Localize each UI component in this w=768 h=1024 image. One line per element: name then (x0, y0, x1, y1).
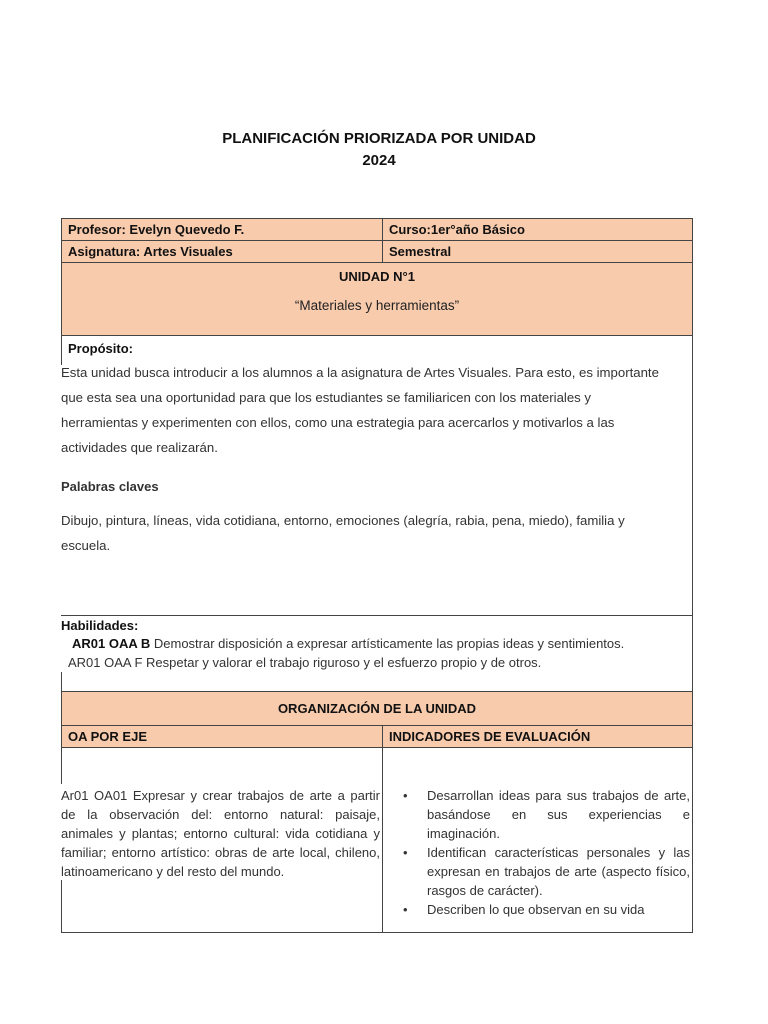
skill-item-1 (72, 636, 624, 651)
teacher-cell (61, 218, 383, 241)
indicators-column-label: INDICADORES DE EVALUACIÓN (389, 729, 591, 744)
bullet-icon: • (403, 902, 408, 917)
organization-header (61, 691, 693, 726)
keywords-line-2: escuela. (61, 538, 111, 553)
skill-code-1: AR01 OAA B (72, 636, 151, 651)
skills-section (61, 615, 693, 692)
purpose-line-3: herramientas y experimenten con ellos, como una estrategia para acercarlos y motivarlos a las (61, 415, 615, 430)
subject-label: Asignatura: Artes Visuales (68, 244, 233, 259)
oa-column-header (61, 725, 383, 748)
subject-cell (61, 240, 383, 263)
course-cell (382, 218, 693, 241)
indicator-item (383, 843, 690, 900)
period-cell (382, 240, 693, 263)
indicators-list (383, 786, 690, 929)
purpose-line-1: Esta unidad busca introducir a los alumnos a la asignatura de Artes Visuales. Para esto, es importante (61, 365, 659, 380)
skill-text-1: Demostrar disposición a expresar artísticamente las propias ideas y sentimientos. (150, 636, 625, 651)
indicator-text-3: Describen lo que observan en su vida (427, 902, 645, 917)
organization-title: ORGANIZACIÓN DE LA UNIDAD (277, 701, 477, 716)
skills-left-border (61, 672, 62, 692)
purpose-line-4: actividades que realizarán. (61, 440, 218, 455)
page-year: 2024 (362, 152, 396, 169)
unit-header (61, 262, 693, 336)
indicator-text-1: Desarrollan ideas para sus trabajos de arte, basándose en sus experiencias e imaginación. (427, 788, 690, 841)
oa-text: Ar01 OA01 Expresar y crear trabajos de arte a partir de la observación del: entorno natural: paisaje, animales y plantas; entorno cultural: vida cotidiana y familiar; entorno artístico: obras de arte local, chileno, latinoamericano y del resto del mundo. (61, 788, 380, 879)
skill-text-2: Respetar y valorar el trabajo riguroso y el esfuerzo propio y de otros. (142, 655, 542, 670)
bullet-icon: • (403, 788, 408, 803)
bullet-icon: • (403, 845, 408, 860)
course-label: Curso:1er°año Básico (389, 222, 525, 237)
indicators-column-header (382, 725, 693, 748)
skill-code-2: AR01 OAA F (68, 655, 143, 670)
teacher-label: Profesor: Evelyn Quevedo F. (68, 222, 245, 237)
keywords-line-1: Dibujo, pintura, líneas, vida cotidiana, entorno, emociones (alegría, rabia, pena, miedo), familia y (61, 513, 625, 528)
page-title: PLANIFICACIÓN PRIORIZADA POR UNIDAD (222, 130, 536, 147)
unit-name: “Materiales y herramientas” (294, 298, 460, 313)
skill-item-2 (68, 655, 541, 670)
purpose-line-2: que esta sea una oportunidad para que los estudiantes se familiaricen con los materiales y (61, 390, 592, 405)
oa-left-border-bottom (61, 880, 62, 933)
indicator-text-2: Identifican características personales y las expresan en trabajos de arte (aspecto físico, rasgos de carácter). (427, 845, 690, 898)
keywords-label: Palabras claves (61, 479, 159, 494)
purpose-label: Propósito: (68, 341, 133, 356)
oa-left-border-top (61, 747, 62, 784)
oa-column-label: OA POR EJE (68, 729, 147, 744)
indicator-item (383, 786, 690, 843)
unit-number: UNIDAD N°1 (339, 269, 415, 284)
indicator-item (383, 900, 690, 919)
period-label: Semestral (389, 244, 452, 259)
skills-label: Habilidades: (61, 618, 139, 633)
